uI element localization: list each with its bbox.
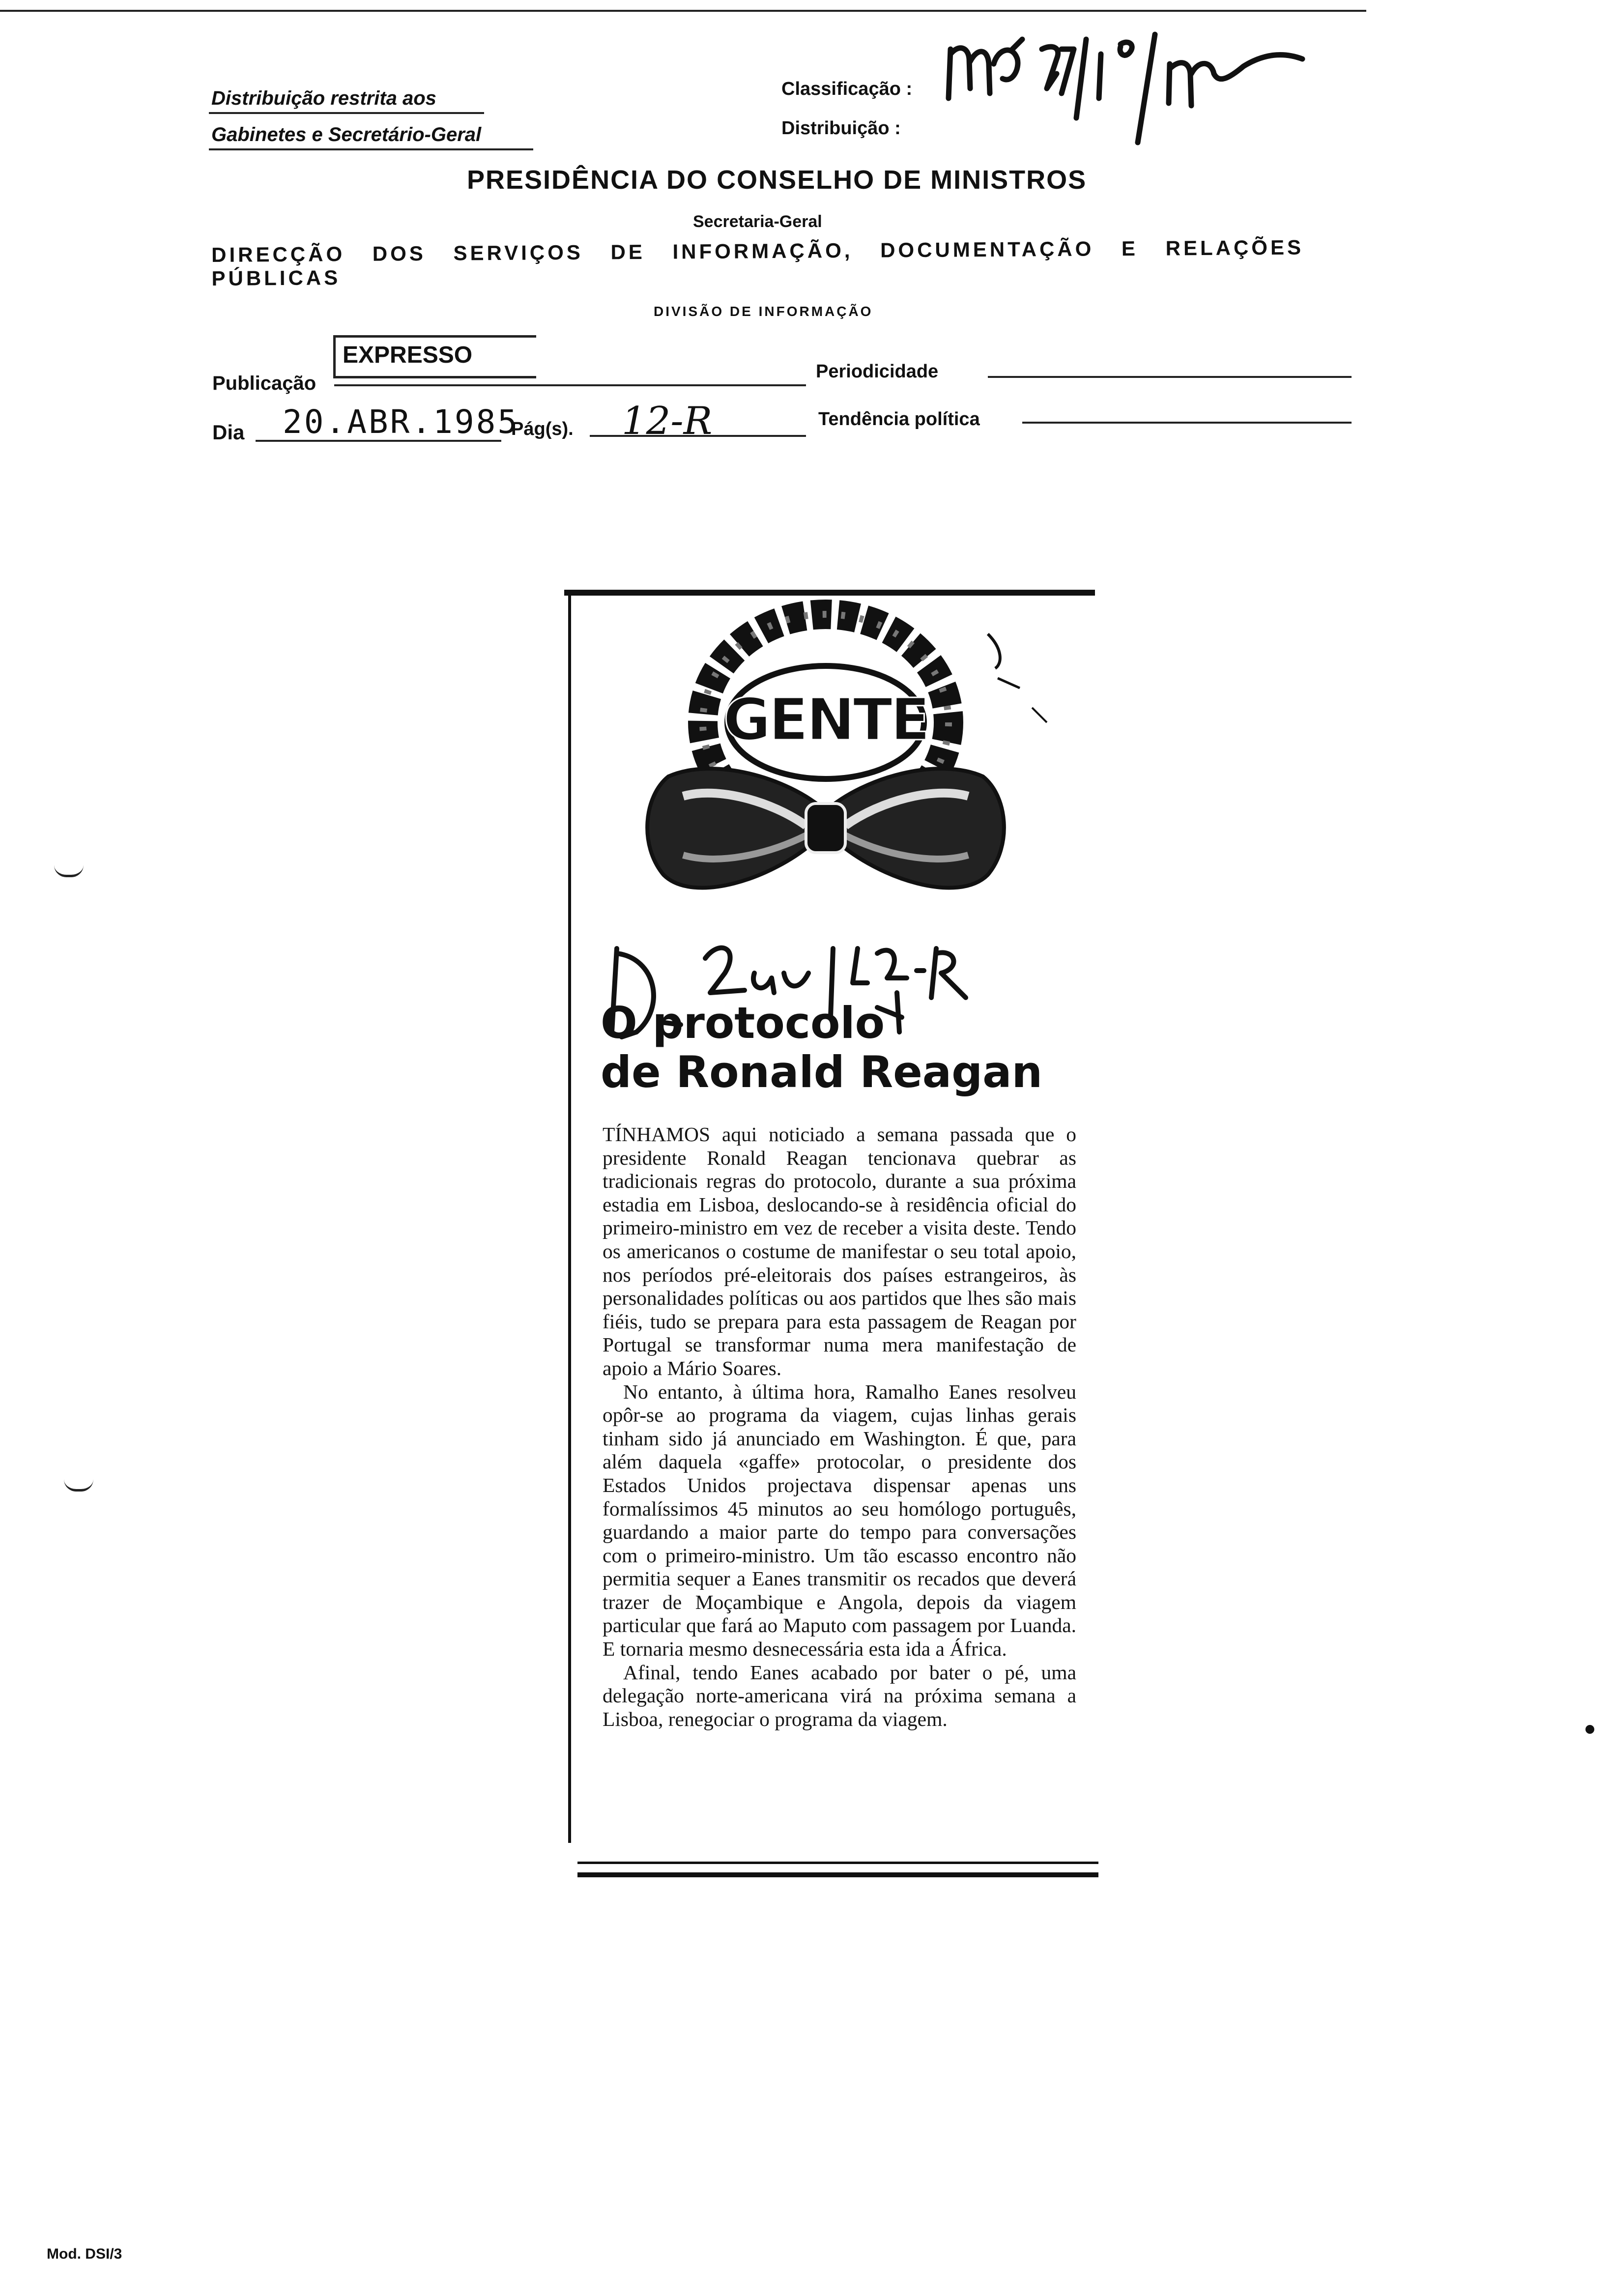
publication-label: Publicação: [212, 373, 317, 394]
pages-line: [590, 435, 806, 437]
classification-label: Classificação :: [781, 79, 913, 99]
distribution-underline-2: [209, 148, 533, 150]
gente-logo-text: GENTE: [723, 686, 928, 753]
top-rule: [0, 10, 1366, 12]
political-tendency-label: Tendência política: [818, 409, 980, 430]
organization-subtitle: Secretaria-Geral: [693, 212, 822, 231]
margin-dot: [1585, 1725, 1594, 1734]
division-name: DIVISÃO DE INFORMAÇÃO: [654, 304, 873, 319]
distribution-underline-1: [209, 112, 484, 114]
margin-mark-1: [54, 865, 84, 877]
clipping-left-rule-lower: [568, 1125, 571, 1843]
distribution-line-1: Distribuição restrita aos: [211, 87, 436, 109]
clipping-bottom-rule-thick: [577, 1872, 1098, 1877]
distribution-line-2: Gabinetes e Secretário-Geral: [211, 124, 482, 145]
publication-stamp: EXPRESSO: [333, 335, 536, 378]
clipping-left-rule: [568, 590, 571, 1160]
pages-handwritten: 12-R: [622, 399, 713, 443]
day-line: [256, 440, 501, 442]
article-title-line-1: O protocolo: [601, 998, 885, 1048]
form-code: Mod. DSI/3: [47, 2246, 122, 2262]
periodicity-label: Periodicidade: [816, 361, 939, 382]
article-paragraph-2: No entanto, à última hora, Ramalho Eanes resolveu opôr-se ao programa da viagem, cujas linhas gerais tinham sido já anunciado em Washington. É que, para além daquela «gaffe» protocolar, o presidente dos Estados Unidos projectava dispensar apenas uns formalíssimos 45 minutos ao seu homólogo português, guardando a maior parte do tempo para conversações com o primeiro-ministro. Um tão escasso encontro não permitia sequer a Eanes transmitir os recados que deverá trazer de Moçambique e Angola, depois da viagem particular que fará ao Maputo com passagem por Luanda. E tornaria mesmo desnecessária esta ida a África.: [603, 1380, 1076, 1661]
publication-line: [334, 384, 806, 386]
pages-label: Pág(s).: [511, 419, 574, 439]
political-tendency-line: [1022, 422, 1352, 424]
article-body: [603, 1123, 1076, 1731]
directorate-name: DIRECÇÃO DOS SERVIÇOS DE INFORMAÇÃO, DOCUMENTAÇÃO E RELAÇÕES PÚBLICAS: [211, 235, 1304, 290]
date-stamp: 20.ABR.1985: [283, 403, 519, 441]
article-title-line-2: de Ronald Reagan: [601, 1047, 1043, 1097]
handwritten-classification: [939, 20, 1381, 147]
article-paragraph-1: TÍNHAMOS aqui noticiado a semana passada que o presidente Ronald Reagan tencionava quebrar as tradicionais regras do protocolo, durante a sua próxima estadia em Lisboa, deslocando-se à residência oficial do primeiro-ministro em vez de receber a visita deste. Tendo os americanos o costume de manifestar o seu total apoio, nos períodos pré-eleitorais dos países estrangeiros, às personalidades políticas ou aos partidos que lhes são mais fiéis, tudo se prepara para esta passagem de Reagan por Portugal se transformar numa mera manifestação de apoio a Mário Soares.: [603, 1123, 1076, 1379]
distribution-label: Distribuição :: [781, 118, 901, 139]
clipping-bottom-rule: [577, 1862, 1098, 1864]
day-label: Dia: [212, 421, 245, 444]
margin-mark-2: [64, 1479, 93, 1492]
organization-name: PRESIDÊNCIA DO CONSELHO DE MINISTROS: [467, 165, 1087, 195]
periodicity-line: [988, 376, 1352, 378]
article-paragraph-3: Afinal, tendo Eanes acabado por bater o pé, uma delegação norte-americana virá na próxima semana a Lisboa, renegociar o programa da viagem.: [603, 1661, 1076, 1730]
